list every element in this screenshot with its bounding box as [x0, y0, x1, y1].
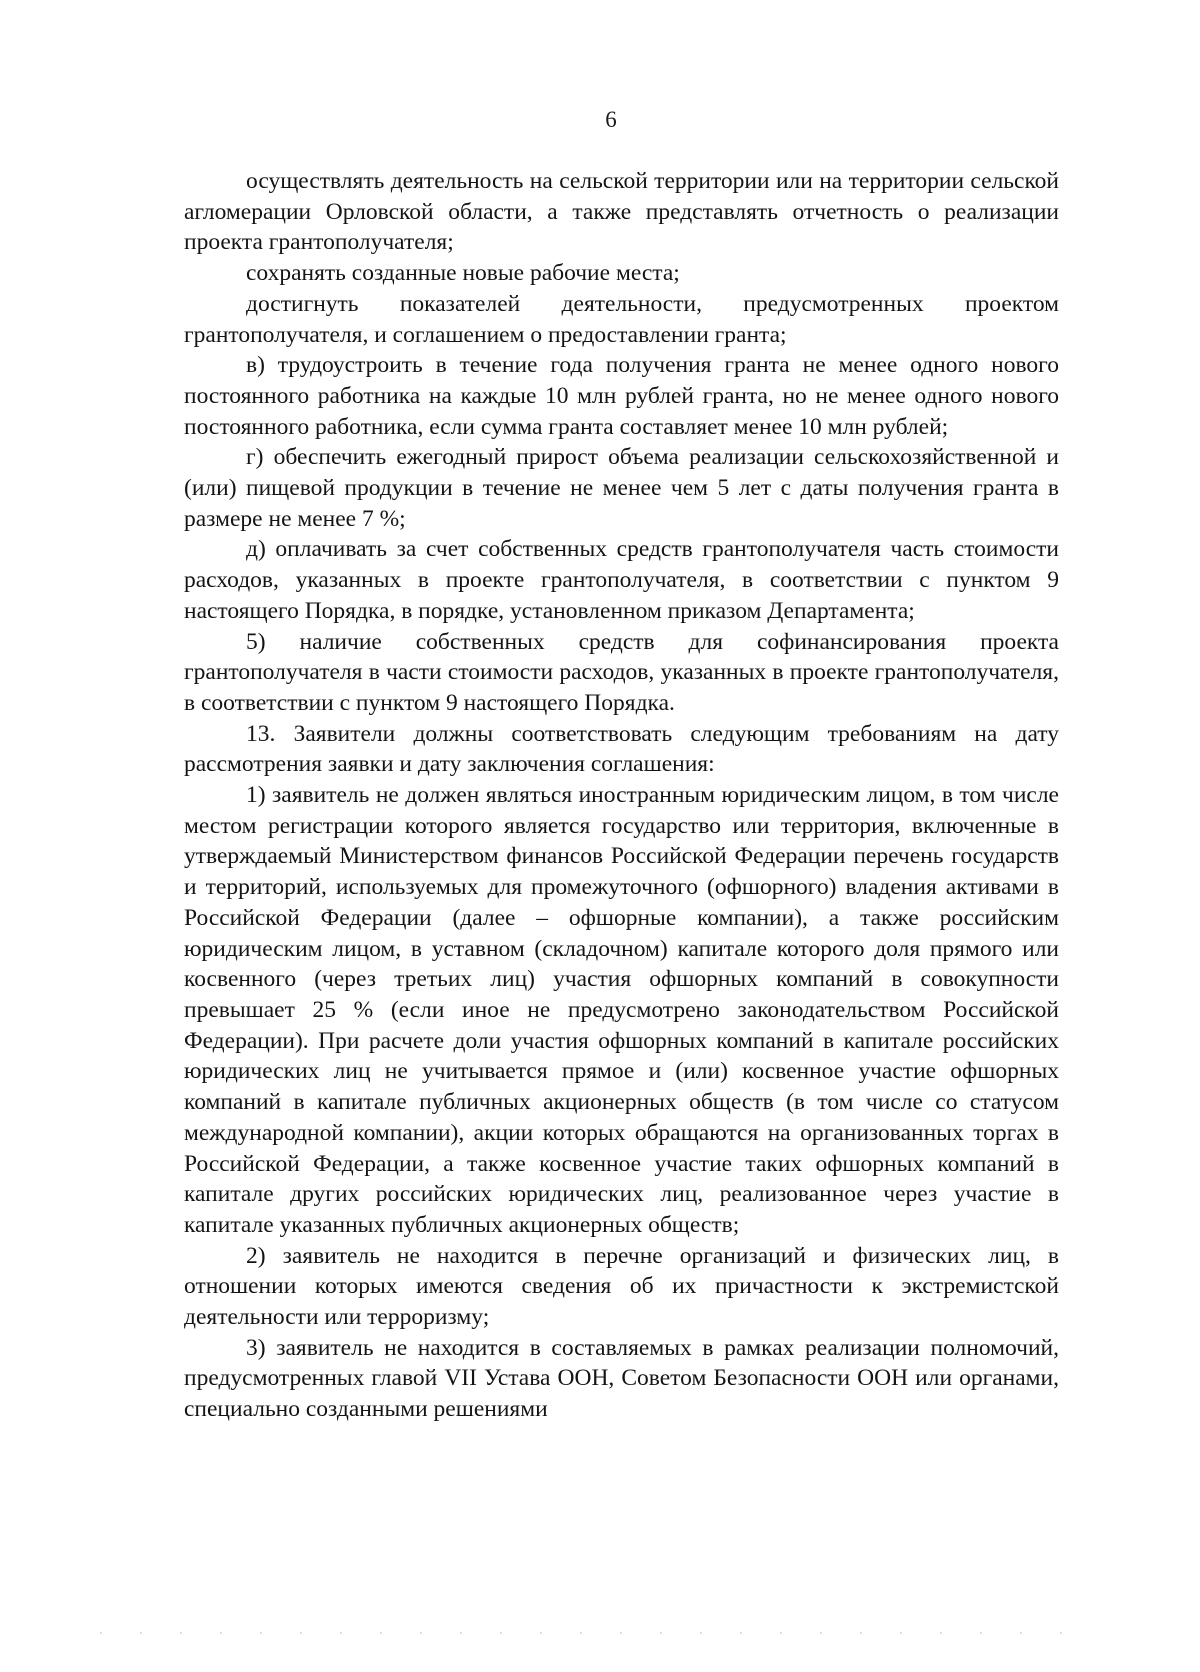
- paragraph-requirement-2: 2) заявитель не находится в перечне организаций и физических лиц, в отношении которых имеются сведения об их причастности к экстремистской деятельности или терроризму;: [184, 1242, 1059, 1331]
- paragraph-item-g: г) обеспечить ежегодный прирост объема реализации сельскохозяйственной и (или) пищевой продукции в течение не менее чем 5 лет с даты получения гранта в размере не менее 7 %;: [184, 444, 1059, 532]
- paragraph-item-v: в) трудоустроить в течение года получения гранта не менее одного нового постоянного работника на каждые 10 млн рублей гранта, но не менее одного нового постоянного работника, если сумма гранта составляет менее 10 млн рублей;: [184, 352, 1059, 440]
- paragraph-section-13: 13. Заявители должны соответствовать следующим требованиям на дату рассмотрения заявки и дату заключения соглашения:: [184, 720, 1059, 778]
- paragraph-continuation: осуществлять деятельность на сельской территории или на территории сельской агломерации Орловской области, а также представлять отчетность о реализации проекта грантополучателя;: [184, 168, 1059, 256]
- paragraph-achieve-indicators: достигнуть показателей деятельности, предусмотренных проектом грантополучателя, и соглашением о предоставлении гранта;: [184, 290, 1059, 348]
- scan-artifact-line: [100, 1632, 1100, 1634]
- paragraph-keep-jobs: сохранять созданные новые рабочие места;: [246, 260, 680, 287]
- paragraph-requirement-3: 3) заявитель не находится в составляемых в рамках реализации полномочий, предусмотренных главой VII Устава ООН, Советом Безопасности ООН или органами, специально созданными решениями: [184, 1334, 1059, 1423]
- paragraph-item-d: д) оплачивать за счет собственных средств грантополучателя часть стоимости расходов, указанных в проекте грантополучателя, в соответствии с пунктом 9 настоящего Порядка, в порядке, установленном приказом Департамента;: [184, 536, 1059, 624]
- document-body: [184, 166, 1059, 1425]
- paragraph-requirement-1: 1) заявитель не должен являться иностранным юридическим лицом, в том числе местом регистрации которого является государство или территория, включенные в утверждаемый Министерством финансов Российской Федерации перечень государств и территорий, используемых для промежуточного (офшорного) владения активами в Российской Федерации (далее – офшорные компании), а также российским юридическим лицом, в уставном (складочном) капитале которого доля прямого или косвенного (через третьих лиц) участия офшорных компаний в совокупности превышает 25 % (если иное не предусмотрено законодательством Российской Федерации). При расчете доли участия офшорных компаний в капитале российских юридических лиц не учитывается прямое и (или) косвенное участие офшорных компаний в капитале публичных акционерных обществ (в том числе со статусом международной компании), акции которых обращаются на организованных торгах в Российской Федерации, а также косвенное участие таких офшорных компаний в капитале других российских юридических лиц, реализованное через участие в капитале указанных публичных акционерных обществ;: [184, 782, 1059, 1238]
- paragraph-item-5: 5) наличие собственных средств для софинансирования проекта грантополучателя в части стоимости расходов, указанных в проекте грантополучателя, в соответствии с пунктом 9 настоящего Порядка.: [184, 628, 1059, 716]
- page-number: 6: [605, 107, 617, 132]
